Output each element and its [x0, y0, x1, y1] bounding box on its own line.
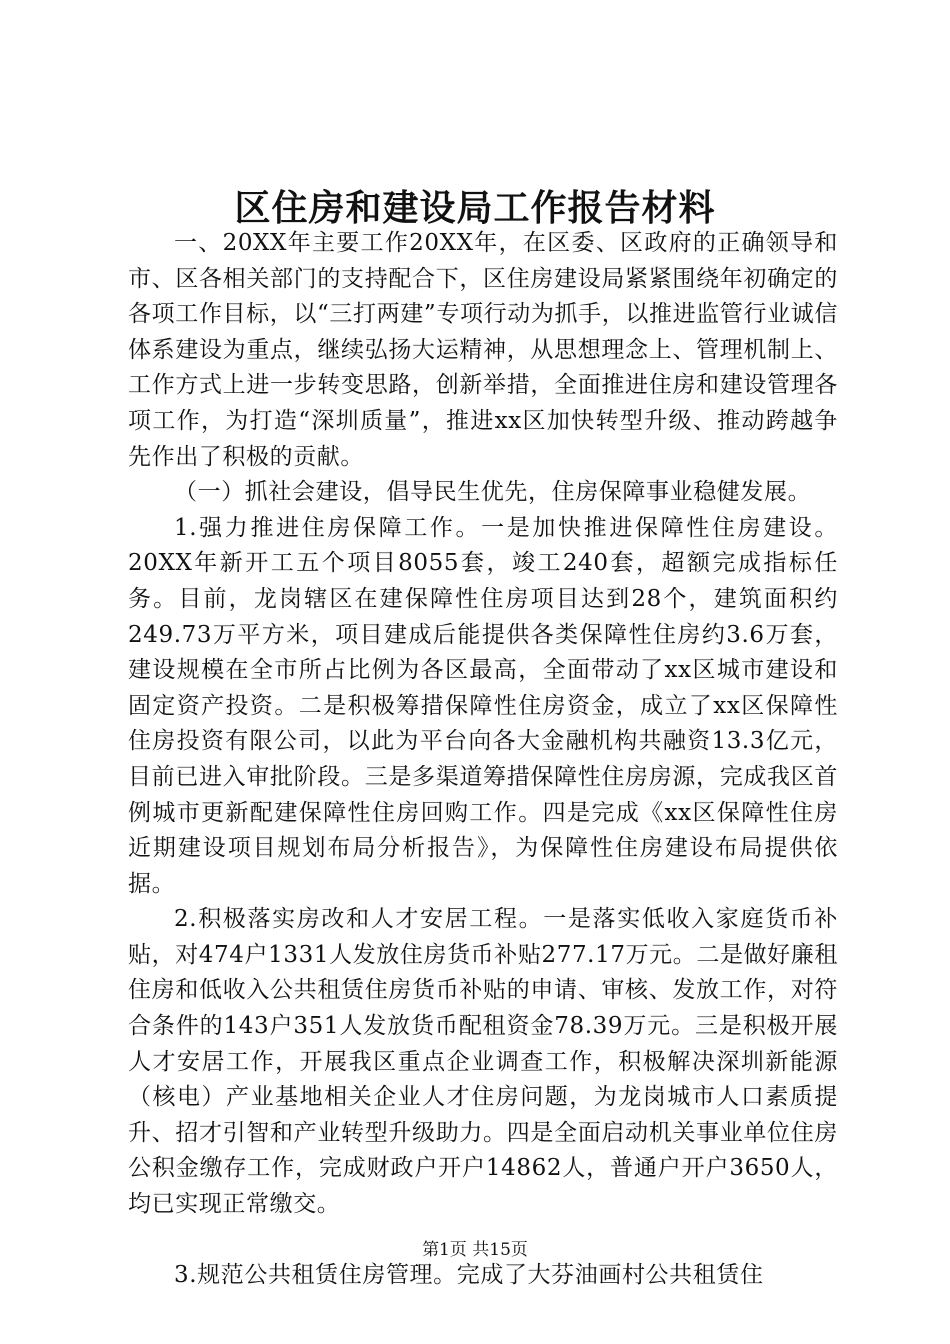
paragraph-item-3: 3.规范公共租赁住房管理。完成了大芬油画村公共租赁住 — [174, 1261, 764, 1288]
paragraph-item-2: 2.积极落实房改和人才安居工程。一是落实低收入家庭货币补贴，对474户1331人发放住房货币补贴277.17万元。二是做好廉租住房和低收入公共租赁住房货币补贴的申请、审核、发放工作，对符合条件的143户351人发放货币配租资金78.39万元。三是积极开展人才安居工作，开展我区重点企业调查工作，积极解决深圳新能源（核电）产业基地相关企业人才住房问题，为龙岗城市人口素质提升、招才引智和产业转型升级助力。四是全面启动机关事业单位住房公积金缴存工作，完成财政户开户14862人，普通户开户3650人，均已实现正常缴交。 — [128, 906, 838, 1218]
document-title: 区住房和建设局工作报告材料 — [234, 187, 716, 229]
page-footer: 第1页 共15页 — [422, 1240, 528, 1260]
document-body — [128, 226, 838, 1293]
paragraph-intro: 一、20XX年主要工作20XX年，在区委、区政府的正确领导和市、区各相关部门的支持配合下，区住房建设局紧紧围绕年初确定的各项工作目标，以“三打两建”专项行动为抓手，以推进监管行业诚信体系建设为重点，继续弘扬大运精神，从思想理念上、管理机制上、工作方式上进一步转变思路，创新举措，全面推进住房和建设管理各项工作，为打造“深圳质量”，推进xx区加快转型升级、推动跨越争先作出了积极的贡献。 — [128, 230, 838, 470]
paragraph-section-heading: （一）抓社会建设，倡导民生优先，住房保障事业稳健发展。 — [174, 479, 812, 506]
paragraph-item-1: 1.强力推进住房保障工作。一是加快推进保障性住房建设。20XX年新开工五个项目8055套，竣工240套，超额完成指标任务。目前，龙岗辖区在建保障性住房项目达到28个，建筑面积约249.73万平方米，项目建成后能提供各类保障性住房约3.6万套，建设规模在全市所占比例为各区最高，全面带动了xx区城市建设和固定资产投资。二是积极筹措保障性住房资金，成立了xx区保障性住房投资有限公司，以此为平台向各大金融机构共融资13.3亿元，目前已进入审批阶段。三是多渠道筹措保障性住房房源，完成我区首例城市更新配建保障性住房回购工作。四是完成《xx区保障性住房近期建设项目规划布局分析报告》，为保障性住房建设布局提供依据。 — [128, 514, 838, 897]
